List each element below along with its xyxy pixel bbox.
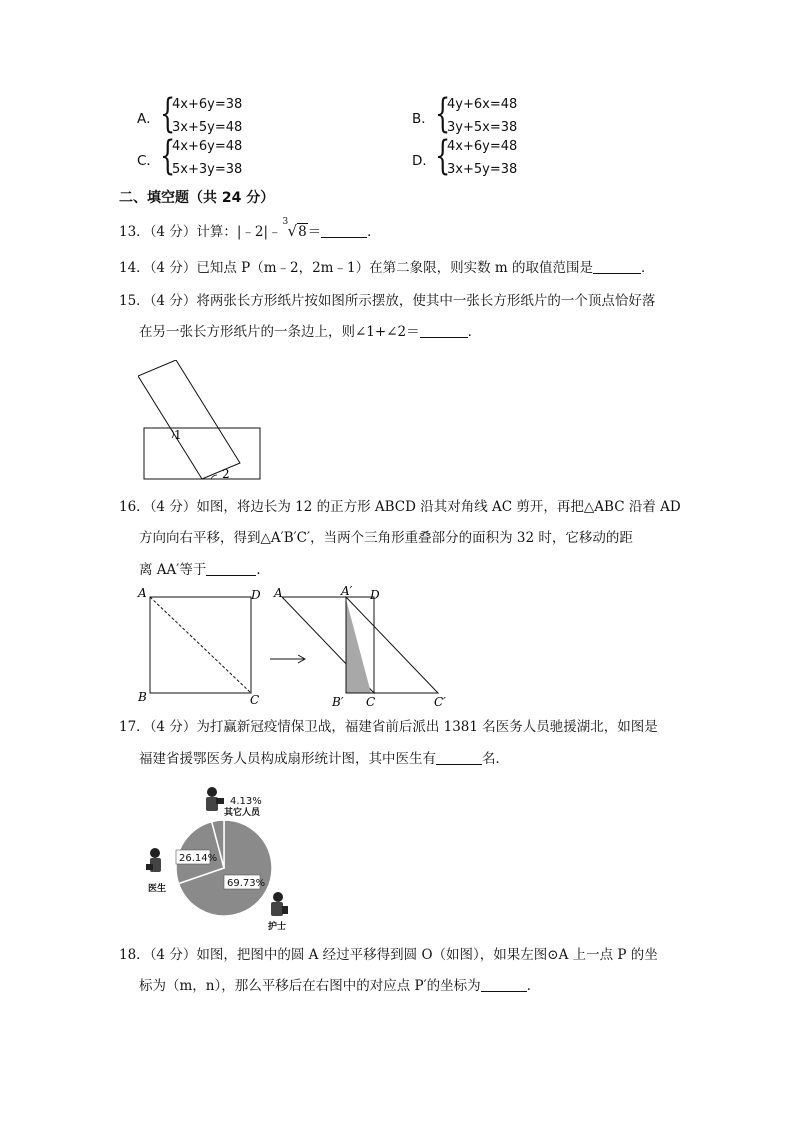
equation: 4x+6y=48	[172, 139, 243, 154]
question-text: ．	[256, 562, 270, 578]
nurse-figure-icon	[271, 892, 288, 916]
question-score: （4 分）	[149, 947, 197, 963]
question-text: 计算：|﹣2|﹣	[196, 224, 282, 240]
question-15-line2	[139, 323, 481, 341]
equation: 4x+6y=48	[447, 139, 518, 154]
question-text: 方向向右平移，得到△A′B′C′，当两个三角形重叠部分的面积为 32 时，它移动的距	[139, 530, 633, 546]
question-text: ．	[367, 224, 381, 240]
option-c-label: C．	[137, 153, 160, 169]
question-number: 15．	[119, 293, 150, 309]
question-score: （4 分）	[149, 719, 197, 735]
question-text: 将两张长方形纸片按如图所示摆放，使其中一张长方形纸片的一个顶点恰好落	[196, 293, 656, 309]
question-15	[119, 292, 655, 310]
question-text: 在另一张长方形纸片的一条边上，则∠1+∠2＝	[139, 324, 420, 340]
pie-slices	[176, 820, 272, 916]
question-17-line2	[139, 750, 509, 768]
question-text: 名．	[482, 751, 509, 767]
question-text: 福建省援鄂医务人员构成扇形统计图，其中医生有	[139, 751, 436, 767]
label-d-right: D	[370, 588, 380, 602]
slice-label-nurse: 69.73%	[227, 878, 266, 889]
equation: 5x+3y=38	[172, 162, 243, 177]
question-text: ．	[467, 324, 482, 340]
equation: 4x+6y=38	[172, 97, 243, 112]
question-number: 14．	[119, 260, 150, 276]
question-16	[119, 498, 681, 516]
option-d-label: D．	[412, 153, 436, 169]
option-a-label: A．	[137, 111, 160, 127]
question-number: 17．	[119, 719, 150, 735]
question-score: （4 分）	[149, 260, 197, 276]
question-text: ．	[640, 260, 655, 276]
q16-figure	[132, 585, 462, 710]
slice-label-other: 4.13%	[230, 796, 262, 807]
question-number: 16．	[119, 499, 150, 515]
radicand: 8	[298, 224, 307, 240]
cube-root	[282, 217, 308, 241]
category-doctor: 医生	[148, 884, 167, 894]
question-14	[119, 259, 654, 277]
equation: 3x+5y=48	[172, 120, 243, 135]
answer-blank[interactable]	[420, 323, 468, 338]
question-text: 已知点 P（m﹣2，2m﹣1）在第二象限，则实数 m 的取值范围是	[196, 260, 593, 276]
equation: 4y+6x=48	[447, 97, 518, 112]
equation: 3y+5x=38	[447, 120, 518, 135]
question-score: （4 分）	[149, 224, 197, 240]
angle-1-label: 1	[174, 428, 182, 442]
question-text: 为打赢新冠疫情保卫战，福建省前后派出 1381 名医务人员驰援湖北，如图是	[196, 719, 658, 735]
question-number: 18．	[119, 947, 150, 963]
question-text: 如图，把图中的圆 A 经过平移得到圆 O（如图），如果左图⊙A 上一点 P 的坐	[196, 947, 658, 963]
label-b: B	[138, 690, 147, 704]
label-c-right: C	[366, 695, 376, 709]
horizontal-rectangle	[144, 428, 260, 479]
question-text: 如图，将边长为 12 的正方形 ABCD 沿其对角线 AC 剪开，再把△ABC 沿着 AD	[196, 499, 681, 515]
question-text: 离 AA′等于	[139, 562, 207, 578]
doctor-figure-icon	[146, 848, 161, 872]
question-16-line2	[139, 529, 633, 547]
section-title: 二、填空题（共 24 分）	[119, 190, 275, 206]
brace-icon: {	[435, 133, 451, 179]
label-d: D	[251, 588, 261, 602]
option-b-label: B．	[412, 111, 435, 127]
tilted-rectangle	[138, 360, 240, 479]
answer-blank[interactable]	[481, 977, 527, 992]
question-13	[119, 217, 381, 241]
category-nurse: 护士	[268, 922, 287, 932]
question-number: 13．	[119, 224, 150, 240]
label-c-prime: C′	[434, 695, 446, 709]
overlap-region	[346, 599, 371, 693]
brace-icon: {	[435, 91, 451, 137]
question-16-line3	[139, 561, 270, 579]
question-text: ．	[526, 978, 541, 994]
category-other: 其它人员	[224, 808, 261, 818]
radical-icon: √	[287, 222, 298, 240]
answer-blank[interactable]	[321, 223, 367, 238]
label-a-prime: A′	[341, 585, 353, 598]
label-a-right: A	[274, 586, 283, 600]
angle-2-arc	[211, 475, 217, 479]
question-18	[119, 946, 658, 964]
angle-2-label: 2	[222, 467, 230, 481]
brace-icon: {	[160, 91, 176, 137]
brace-icon: {	[160, 133, 176, 179]
question-score: （4 分）	[149, 499, 197, 515]
other-staff-figure-icon	[206, 787, 224, 811]
answer-blank[interactable]	[436, 750, 482, 765]
label-c: C	[250, 693, 260, 707]
question-18-line2	[139, 977, 540, 995]
root-index: 3	[282, 217, 289, 227]
label-a: A	[138, 586, 147, 600]
question-score: （4 分）	[149, 293, 197, 309]
answer-blank[interactable]	[593, 259, 641, 274]
pie-chart	[140, 778, 300, 933]
slice-label-doctor: 26.14%	[179, 853, 218, 864]
equation: 3x+5y=38	[447, 162, 518, 177]
question-text: ＝	[307, 224, 322, 240]
question-text: 标为（m，n），那么平移后在右图中的对应点 P′的坐标为	[139, 978, 481, 994]
diagonal-ac	[150, 597, 251, 693]
label-b-prime: B′	[332, 695, 344, 709]
q15-figure	[138, 360, 268, 485]
answer-blank[interactable]	[206, 561, 256, 576]
question-17	[119, 718, 658, 736]
